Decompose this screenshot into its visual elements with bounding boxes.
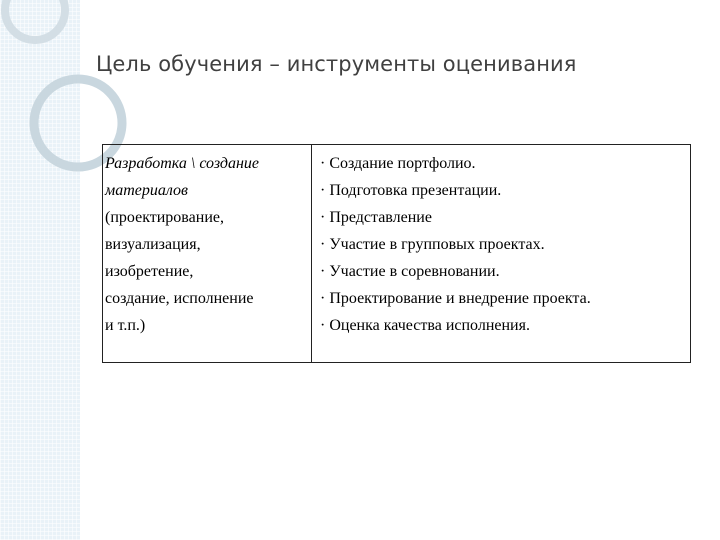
list-item: · Оценка качества исполнения.	[320, 317, 530, 334]
left-cell	[103, 145, 312, 363]
list-item: · Представление	[320, 209, 432, 226]
left-cell-line: (проектирование,	[105, 209, 224, 226]
list-item: · Участие в групповых проектах.	[320, 236, 545, 253]
table-row	[103, 145, 691, 363]
left-cell-line: и т.п.)	[105, 317, 146, 334]
decorative-circle-top	[5, 0, 65, 40]
left-cell-italic-line: Разработка \ создание	[105, 155, 259, 172]
left-cell-line: изобретение,	[105, 263, 194, 280]
list-item: · Участие в соревновании.	[320, 263, 500, 280]
slide-title: Цель обучения – инструменты оценивания	[96, 52, 577, 76]
content-table	[102, 144, 691, 363]
list-item: · Проектирование и внедрение проекта.	[320, 290, 591, 307]
list-item: · Создание портфолио.	[320, 155, 476, 172]
list-item: · Подготовка презентации.	[320, 182, 502, 199]
right-cell	[312, 145, 691, 363]
left-cell-italic-line: материалов	[105, 182, 188, 199]
left-cell-line: визуализация,	[105, 236, 201, 253]
left-cell-line: создание, исполнение	[105, 290, 254, 307]
